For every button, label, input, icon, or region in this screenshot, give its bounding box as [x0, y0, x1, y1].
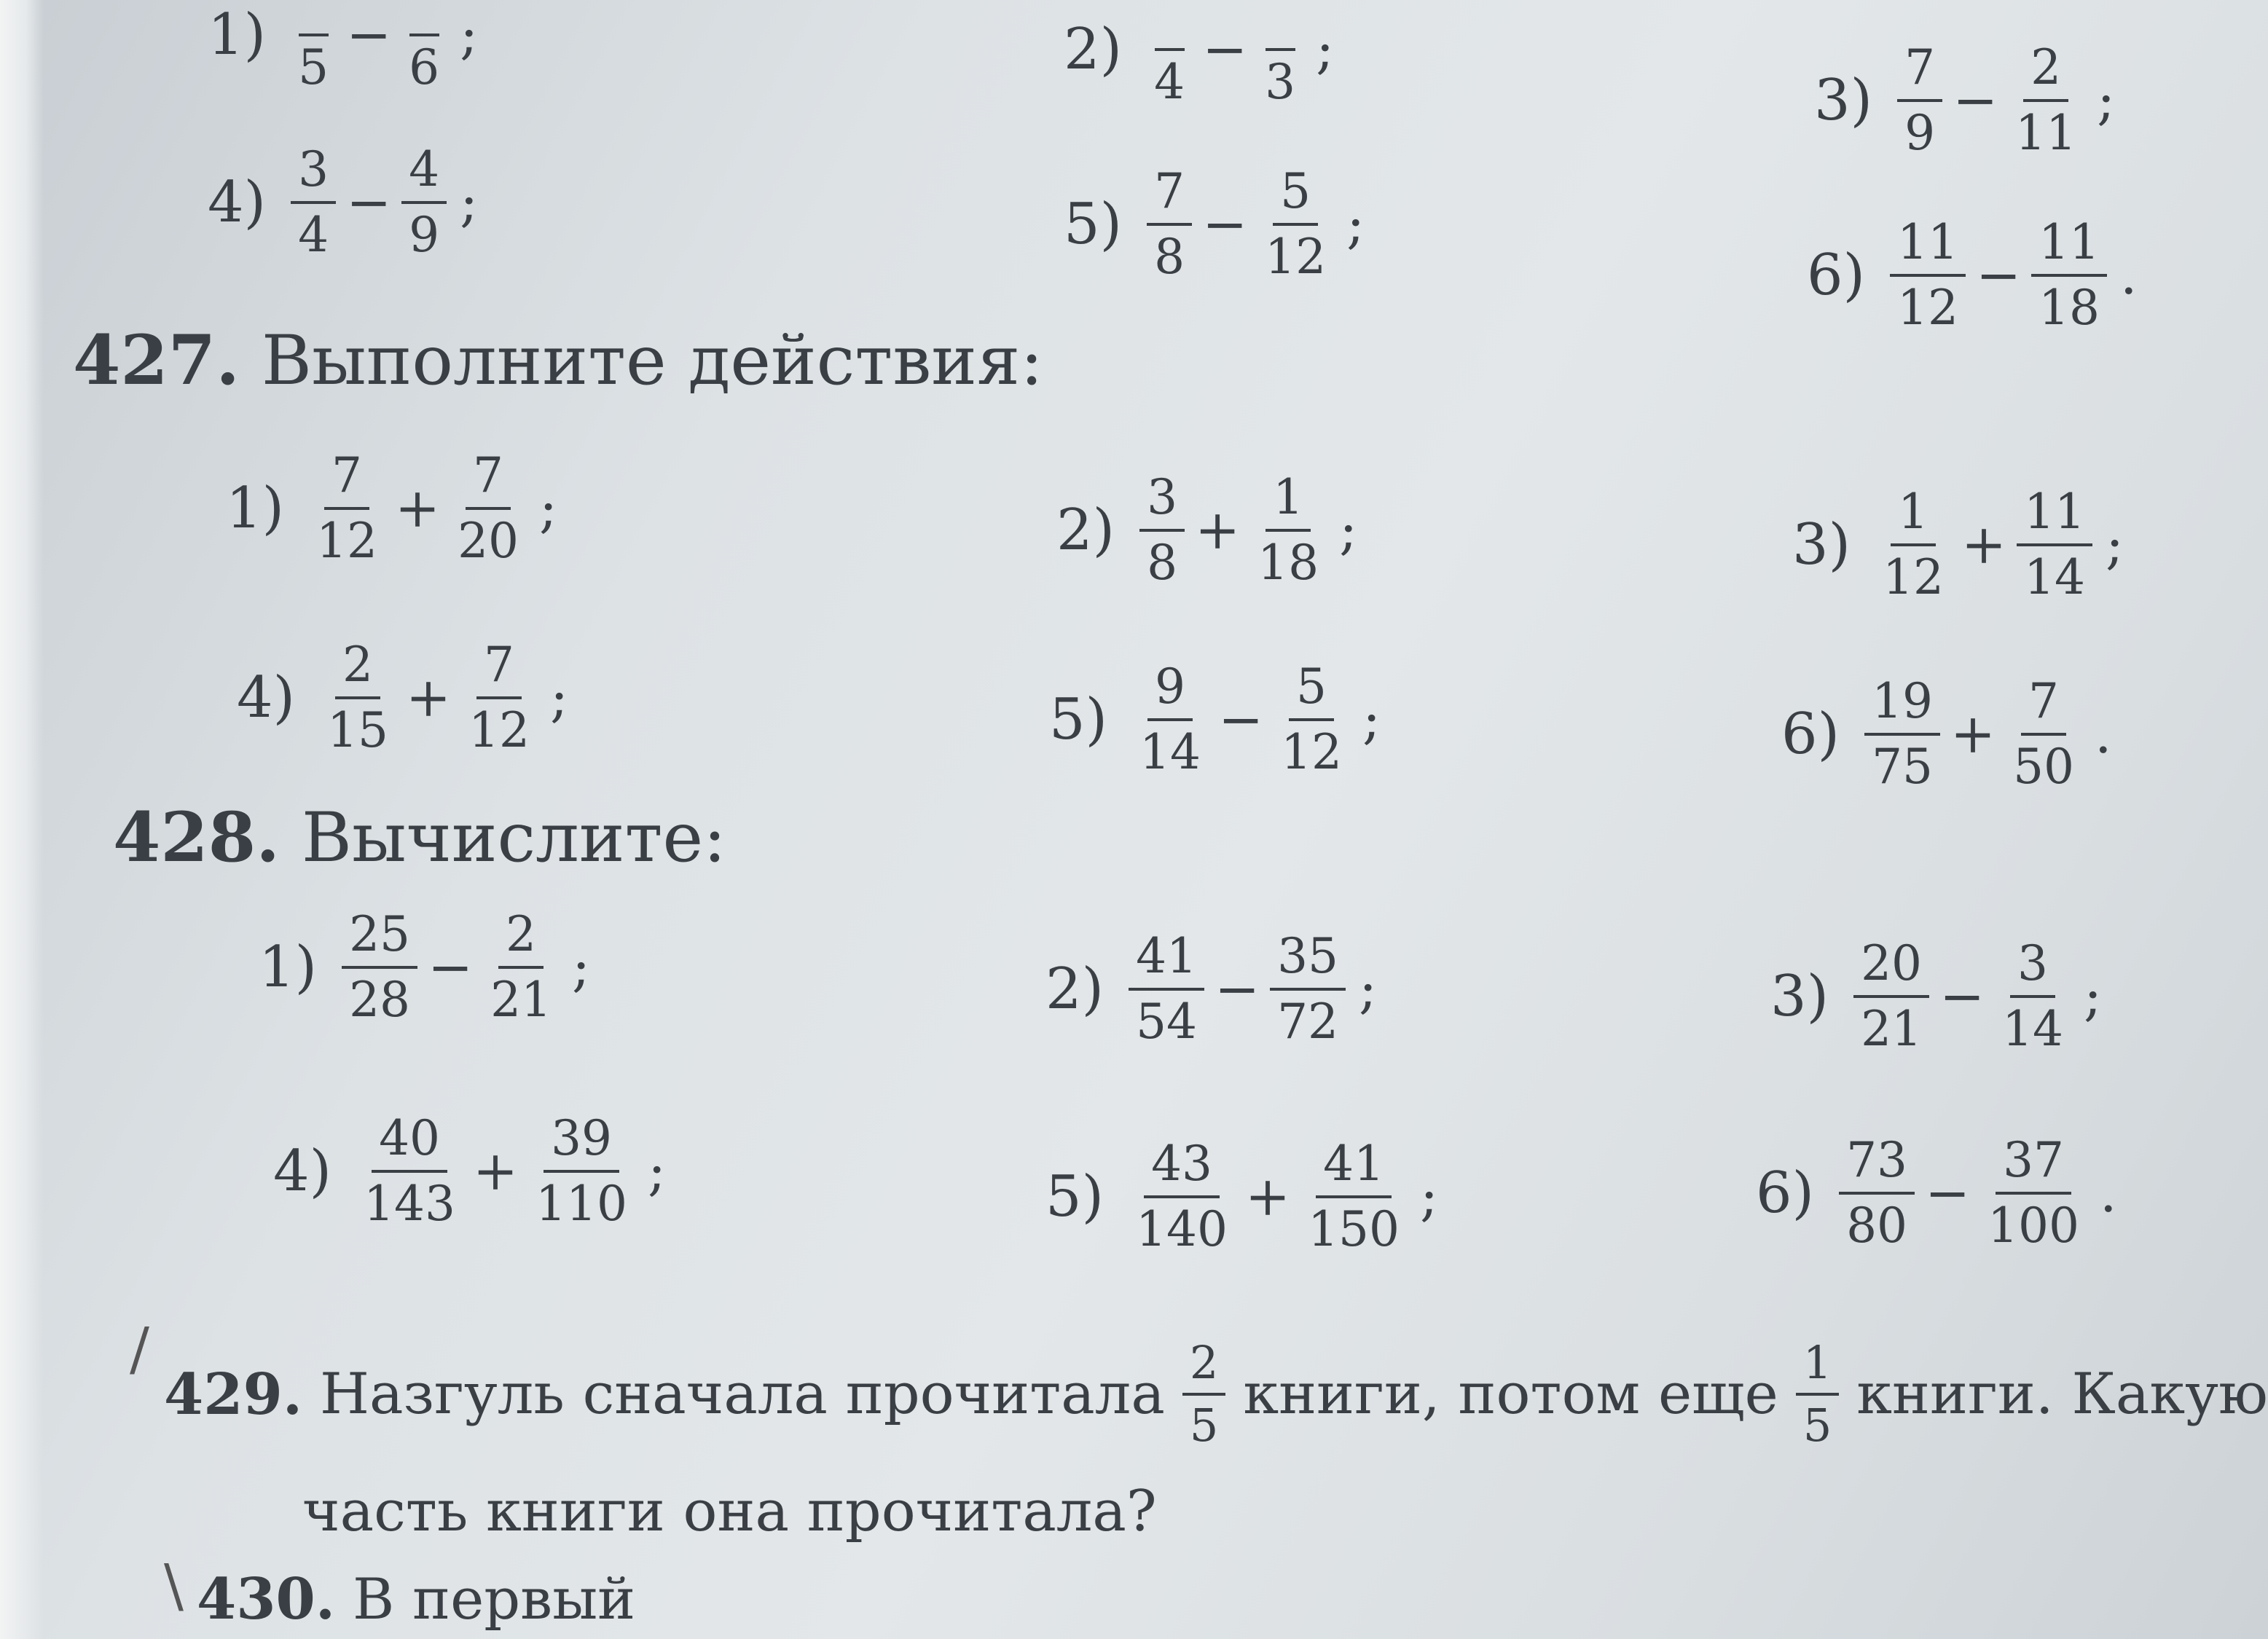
operator: +: [1245, 1166, 1291, 1228]
operator: −: [1925, 1162, 1971, 1225]
numerator: 2: [498, 911, 544, 969]
numerator: 5: [1273, 168, 1318, 226]
exercise-item: [1064, 0, 1335, 110]
fraction: [1839, 1132, 1915, 1254]
denominator: 12: [316, 513, 378, 569]
operator: −: [428, 936, 474, 999]
exercise-item: [1756, 1132, 2117, 1254]
denominator: 9: [1904, 105, 1936, 161]
fraction: [1139, 469, 1185, 591]
denominator: 12: [1281, 724, 1343, 780]
punctuation: ;: [1346, 193, 1365, 256]
fraction: [401, 0, 447, 95]
denominator: 6: [409, 39, 440, 95]
denominator: 5: [1189, 1399, 1219, 1452]
denominator: 14: [2024, 549, 2086, 605]
exercise-text: В первый: [352, 1566, 636, 1632]
denominator: 150: [1308, 1201, 1400, 1257]
exercise-item: [259, 906, 590, 1028]
numerator: 7: [1897, 44, 1942, 102]
operator: +: [1961, 514, 2007, 576]
exercise-number: 428.: [113, 798, 280, 878]
fraction: [1853, 935, 1929, 1057]
numerator: 25: [342, 911, 417, 969]
denominator: 4: [298, 207, 329, 263]
fraction: [1250, 469, 1326, 591]
fraction: [1257, 0, 1303, 110]
punctuation: ;: [1420, 1166, 1438, 1228]
fraction: [291, 0, 336, 95]
denominator: 3: [1265, 54, 1296, 110]
punctuation: ;: [1362, 688, 1381, 751]
denominator: 11: [2015, 105, 2077, 161]
denominator: 110: [535, 1176, 628, 1232]
fraction: [1147, 163, 1192, 285]
denominator: 75: [1872, 739, 1934, 795]
fraction: [2017, 484, 2092, 605]
item-index: 3): [1792, 512, 1851, 578]
item-index: 1): [208, 2, 267, 68]
denominator: 140: [1136, 1201, 1228, 1257]
punctuation: ;: [2106, 514, 2124, 576]
fraction: [1257, 163, 1333, 285]
numerator: 3: [1139, 473, 1185, 532]
fraction: [1890, 214, 1966, 336]
denominator: 8: [1154, 229, 1185, 285]
item-index: 3): [1770, 964, 1829, 1029]
punctuation: ;: [1339, 499, 1357, 562]
exercise-item: [1814, 39, 2115, 161]
numerator: 1: [1891, 488, 1936, 546]
exercise-item: [1781, 673, 2112, 795]
item-index: 4): [273, 1139, 332, 1204]
item-index: 2): [1064, 17, 1123, 82]
operator: −: [1976, 244, 2022, 307]
numerator: 4: [401, 146, 447, 204]
punctuation: ;: [1316, 18, 1335, 81]
denominator: 18: [1257, 535, 1319, 591]
item-index: 2): [1045, 956, 1104, 1022]
denominator: 15: [327, 702, 389, 758]
exercise-number: 427.: [73, 321, 240, 401]
punctuation: ;: [648, 1140, 666, 1203]
operator: +: [1950, 703, 1996, 766]
denominator: 4: [1154, 54, 1185, 110]
operator: −: [346, 171, 392, 234]
numerator: 43: [1144, 1140, 1220, 1198]
operator: −: [1202, 18, 1248, 81]
exercise-number: 430.: [197, 1566, 335, 1632]
denominator: 20: [458, 513, 519, 569]
punctuation: .: [2120, 244, 2138, 307]
exercise-item: [1049, 659, 1381, 780]
item-index: 4): [237, 665, 296, 731]
exercise-item: [1045, 1136, 1438, 1257]
item-index: 5): [1049, 687, 1108, 752]
numerator: 41: [1316, 1140, 1392, 1198]
fraction: [1875, 484, 1951, 605]
numerator: [409, 0, 439, 36]
numerator: 11: [1890, 219, 1966, 277]
pencil-tick-mark: /: [130, 1315, 149, 1383]
fraction: [450, 447, 526, 569]
exercise-item: [1056, 469, 1357, 591]
exercise-item: [237, 637, 568, 758]
exercise-item: [1045, 928, 1377, 1050]
fraction: [342, 906, 417, 1028]
denominator: 143: [364, 1176, 456, 1232]
item-index: 1): [226, 476, 285, 541]
fraction: [309, 447, 385, 569]
fraction: [461, 637, 537, 758]
denominator: 21: [490, 972, 552, 1028]
numerator: 7: [324, 452, 369, 510]
item-index: 4): [208, 170, 267, 235]
operator: −: [1218, 688, 1264, 751]
item-index: 6): [1756, 1160, 1815, 1226]
denominator: 18: [2039, 280, 2100, 336]
denominator: 12: [1265, 229, 1327, 285]
item-index: 1): [259, 935, 318, 1000]
exercise-item: [273, 1110, 666, 1232]
exercise-item: [208, 0, 479, 95]
numerator: 2: [1182, 1340, 1225, 1396]
fraction: [1995, 935, 2071, 1057]
fraction: [2008, 39, 2084, 161]
denominator: 9: [409, 207, 440, 263]
punctuation: ;: [460, 171, 479, 234]
denominator: 5: [1802, 1399, 1832, 1452]
exercise-430-line1: [197, 1566, 635, 1632]
denominator: 14: [1139, 724, 1201, 780]
numerator: 40: [372, 1115, 447, 1173]
fraction: [1132, 659, 1208, 780]
exercise-title: Выполните действия:: [261, 321, 1043, 401]
numerator: 3: [2010, 940, 2055, 998]
numerator: 7: [466, 452, 511, 510]
exercise-428-heading: [113, 798, 726, 878]
exercise-item: [226, 447, 557, 569]
exercise-429-line2: [302, 1479, 1157, 1544]
punctuation: ;: [550, 667, 568, 729]
exercise-item: [1064, 163, 1365, 285]
operator: −: [346, 4, 392, 66]
numerator: 73: [1839, 1136, 1915, 1195]
exercise-item: [1807, 214, 2138, 336]
exercise-number: 429.: [164, 1361, 302, 1428]
operator: −: [1215, 958, 1260, 1021]
exercise-item: [1792, 484, 2124, 605]
denominator: 28: [349, 972, 411, 1028]
item-index: 5): [1064, 192, 1123, 257]
numerator: 41: [1129, 932, 1204, 991]
item-index: 6): [1807, 243, 1866, 308]
denominator: 54: [1136, 994, 1198, 1050]
fraction: [356, 1110, 463, 1232]
fraction: [1129, 1136, 1235, 1257]
punctuation: ;: [1359, 958, 1377, 1021]
denominator: 72: [1277, 994, 1339, 1050]
punctuation: ;: [460, 4, 479, 66]
numerator: 37: [1996, 1136, 2071, 1195]
fraction: [401, 141, 447, 263]
numerator: 19: [1864, 677, 1940, 736]
item-index: 5): [1045, 1164, 1104, 1230]
punctuation: .: [2095, 703, 2112, 766]
fraction: [528, 1110, 635, 1232]
denominator: 8: [1147, 535, 1178, 591]
fraction: [1897, 39, 1942, 161]
fraction: [1980, 1132, 2087, 1254]
fraction: [1129, 928, 1204, 1050]
numerator: 20: [1853, 940, 1929, 998]
fraction: [1147, 0, 1192, 110]
punctuation: ;: [539, 477, 557, 540]
numerator: 5: [1289, 663, 1334, 721]
denominator: 12: [1883, 549, 1945, 605]
pencil-tick-mark: \: [164, 1552, 184, 1619]
fraction: [1274, 659, 1349, 780]
denominator: 100: [1988, 1198, 2080, 1254]
numerator: 35: [1270, 932, 1346, 991]
numerator: 1: [1266, 473, 1311, 532]
numerator: 39: [544, 1115, 619, 1173]
fraction: [1182, 1336, 1225, 1452]
denominator: 80: [1846, 1198, 1908, 1254]
numerator: 3: [291, 146, 336, 204]
exercise-text: книги. Какую: [1856, 1361, 2268, 1427]
denominator: 14: [2002, 1001, 2064, 1057]
punctuation: ;: [572, 936, 590, 999]
fraction: [483, 906, 559, 1028]
fraction: [1300, 1136, 1407, 1257]
denominator: 50: [2013, 739, 2075, 795]
numerator: 7: [1147, 168, 1192, 226]
numerator: [1155, 0, 1185, 51]
numerator: 11: [2017, 488, 2092, 546]
numerator: 7: [476, 641, 522, 699]
exercise-text: книги, потом еще: [1243, 1361, 1778, 1427]
numerator: [299, 0, 329, 36]
fraction: [2031, 214, 2107, 336]
numerator: 9: [1147, 663, 1193, 721]
item-index: 3): [1814, 68, 1873, 133]
operator: −: [1939, 965, 1985, 1028]
exercise-427-heading: [73, 321, 1043, 401]
numerator: 11: [2031, 219, 2107, 277]
operator: −: [1202, 193, 1248, 256]
item-index: 2): [1056, 498, 1115, 563]
punctuation: .: [2100, 1162, 2117, 1225]
exercise-text: часть книги она прочитала?: [302, 1479, 1157, 1544]
numerator: [1266, 0, 1295, 51]
operator: +: [1195, 499, 1241, 562]
fraction: [1270, 928, 1346, 1050]
exercise-item: [208, 141, 479, 263]
operator: +: [406, 667, 452, 729]
numerator: 7: [2021, 677, 2066, 736]
numerator: 1: [1796, 1340, 1839, 1396]
numerator: 2: [2023, 44, 2068, 102]
item-index: 6): [1781, 701, 1840, 767]
punctuation: ;: [2084, 965, 2102, 1028]
denominator: 12: [1897, 280, 1959, 336]
exercise-text: Назгуль сначала прочитала: [319, 1361, 1165, 1427]
operator: +: [395, 477, 441, 540]
exercise-title: Вычислите:: [301, 798, 726, 878]
operator: +: [473, 1140, 519, 1203]
exercise-item: [1770, 935, 2102, 1057]
fraction: [1864, 673, 1940, 795]
denominator: 21: [1861, 1001, 1923, 1057]
denominator: 12: [468, 702, 530, 758]
fraction: [1796, 1336, 1839, 1452]
denominator: 5: [298, 39, 329, 95]
fraction: [2006, 673, 2081, 795]
page-edge: [0, 0, 44, 1639]
operator: −: [1953, 69, 1998, 132]
fraction: [320, 637, 396, 758]
numerator: 2: [335, 641, 380, 699]
exercise-429-line1: [164, 1336, 2268, 1452]
fraction: [291, 141, 336, 263]
punctuation: ;: [2097, 69, 2115, 132]
